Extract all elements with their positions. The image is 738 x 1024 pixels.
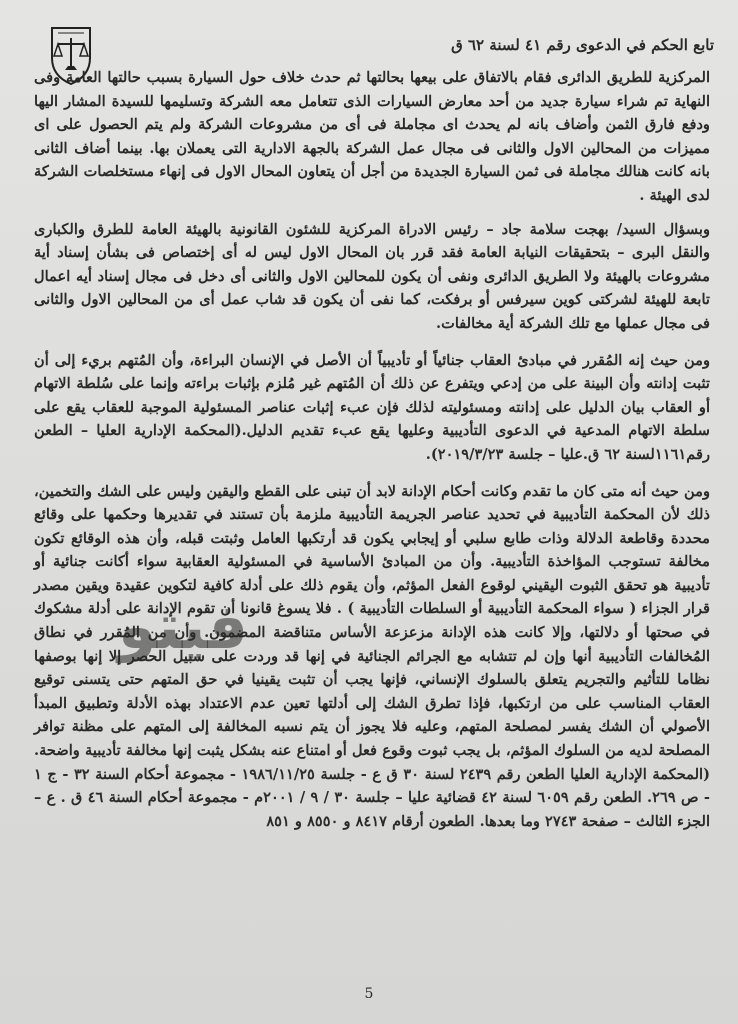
document-body <box>34 66 710 846</box>
case-reference-header: تابع الحكم في الدعوى رقم ٤١ لسنة ٦٢ ق <box>451 36 714 54</box>
watermark: فيتو <box>118 590 249 663</box>
paragraph-2: وبسؤال السيد/ بهجت سلامة جاد – رئيس الادراة المركزية للشئون القانونية بالهيئة العامة للطرق والكبارى والنقل البرى – بتحقيقات النيابة العامة فقد قرر بان المحال الاول ليس له أى إختصاص فى بشأن إسناد أية مشروعات بالهيئة ولا الطريق الدائرى ونفى أن يكون للمحالين الاول والثانى أى دخل فى مجال إسناد أيه اعمال تابعة للهيئة لشركتى كوين سيرفس أو برفكت، كما نفى أن يكون قد شاب عمل أى من المحالين الاول والثانى فى مجال عملها مع تلك الشركة أية مخالفات. <box>34 220 710 332</box>
paragraph-1: المركزية للطريق الدائرى فقام بالاتفاق على بيعها بحالتها ثم حدث خلاف حول السيارة بسبب حالتها العامة وفى النهاية تم شراء سيارة جديد من أحد معارض السيارات الذى تتعامل معه الشركة وتسليمها للسيدة المشار اليها ودفع فارق الثمن وأضاف بانه لم يحدث اى مجاملة فى أى من مشروعات الشركة ولم يتم الحصول على اى مميزات من المحالين الاول والثانى فى مجال عمل الشركة بالجهة الادارية التى يعملان بها. بينما أضاف الثانى بانه كانت هنالك مجاملة فى ثمن السيارة الجديدة من أجل أن يتعاون المحال الاول فى إنهاء مستخلصات الشركة لدى الهيئة . <box>34 69 710 204</box>
page-number: 5 <box>364 986 374 1002</box>
paragraph-4: ومن حيث أنه متى كان ما تقدم وكانت أحكام الإدانة لابد أن تبنى على القطع واليقين وليس على الشك والتخمين، ذلك لأن المحكمة التأديبية في تحديد عناصر الجريمة التأديبية ملزمة بأن تستند في تقديرها وحكمها على وقائع محددة وقاطعة الدلالة وذات طابع سلبي أو إيجابي يكون قد أرتكبها العامل وثبتت قبله، وأن هذه الوقائع تكون مخالفة تستوجب المؤاخذة التأديبية. وأن من المبادئ الأساسية في المسئولية العقابية سواء أكانت جنائية أو تأديبية هو تحقق الثبوت اليقيني لوقوع الفعل المؤثم، وأن يقوم ذلك على أدلة كافية لتكوين عقيدة ويقين مصدر قرار الجزاء ( سواء المحكمة التأديبية أو السلطات التأديبية ) . فلا يسوغ قانونا أن تقوم الإدانة على أدلة مشكوك في صحتها أو دلالتها، وإلا كانت هذه الإدانة مزعزعة الأساس متناقضة المضمون. وأن من المُقرر في نطاق المُخالفات التأديبية أنها وإن لم تتشابه مع الجرائم الجنائية في إنها قد وردت على سبيل الحصر إلا إنها بوصفها نظاما للتأثيم والتجريم يتعلق بالسلوك الإنساني، فإنها يجب أن تثبت يقينيا في حق المتهم حتى يتسنى توقيع العقاب المناسب على من ارتكبها، فإذا تطرق الشك إلى أدلتها تعين عدم الاعتداد بهذه الأدلة وتطبيق المبدأ الأصولي أن الشك يفسر لمصلحة المتهم، وعليه فلا يجوز أن يتم نسبه المخالفة إلى المتهم على مظنة توافر المصلحة لديه من السلوك المؤثم، بل يجب ثبوت وقوع فعل أو امتناع عنه بشكل يثبت إنها مخالفة تأديبية واضحة. (المحكمة الإدارية العليا الطعن رقم ٢٤٣٩ لسنة ٣٠ ق ع - جلسة ١٩٨٦/١١/٢٥ - مجموعة أحكام السنة ٣٢ - ج ١ - ص ٢٦٩. الطعن رقم ٦٠٥٩ لسنة ٤٢ قضائية عليا – جلسة ٣٠ / ٩ / ٢٠٠١م - مجموعة أحكام السنة ٤٦ ق . ع – الجزء الثالث – صفحة ٢٧٤٣ وما بعدها. الطعون أرقام ٨٤١٧ و ٨٥٥٠ و ٨٥١ <box>34 482 710 830</box>
paragraph-3: ومن حيث إنه المُقرر في مبادئ العقاب جنائياً أو تأديبياً أن الأصل في الإنسان البراءة، وأن المُتهم بريء إلى أن تثبت إدانته وأن البينة على من إدعي ويتفرع عن ذلك أن المُتهم غير مُلزم بإثبات براءته وإنما على سُلطة الاتهام أو العقاب بيان الدليل على إدانته ومسئوليته لذلك فإن عبء إثبات عناصر المسئولية الموجبة للعقاب يقع على سلطة الاتهام المدعية في الدعوى التأديبية وعليها يقع عبء تقديم الدليل.(المحكمة الإدارية العليا – الطعن رقم١١٦١لسنة ٦٢ ق.عليا – جلسة ٢٠١٩/٣/٢٣). <box>34 351 710 463</box>
